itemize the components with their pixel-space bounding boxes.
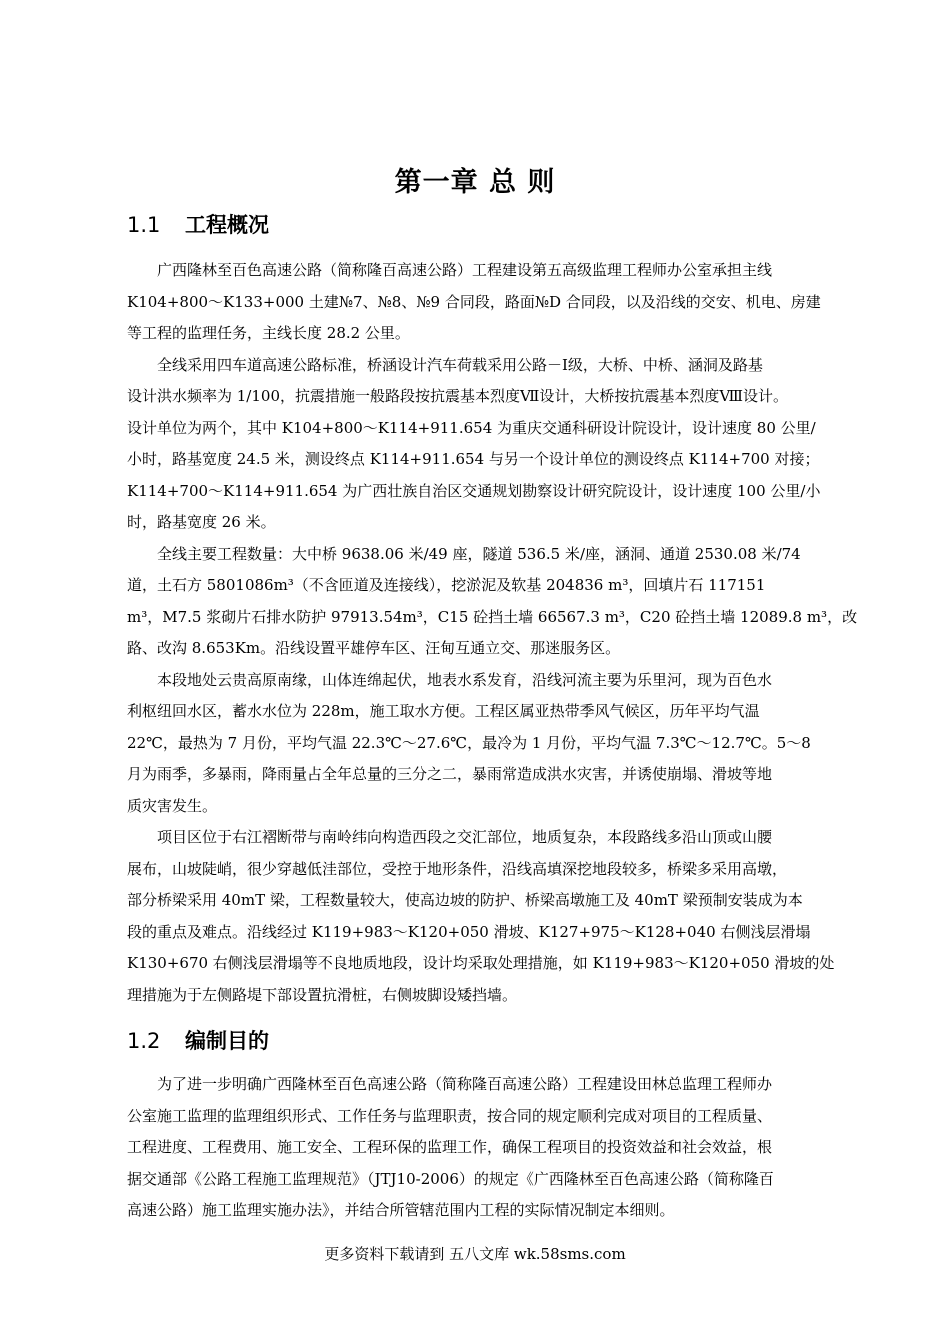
text-line: 全线采用四车道高速公路标准，桥涵设计汽车荷载采用公路－Ⅰ级，大桥、中桥、涵洞及路基 (127, 355, 763, 374)
text-line: m³，M7.5 浆砌片石排水防护 97913.54m³，C15 砼挡土墙 66567.3 m³，C20 砼挡土墙 12089.8 m³，改 (127, 607, 858, 626)
text-line: K104+800～K133+000 土建№7、№8、№9 合同段，路面№D 合同段，以及沿线的交安、机电、房建 (127, 292, 821, 311)
text-line: 本段地处云贵高原南缘，山体连绵起伏，地表水系发育，沿线河流主要为乐里河，现为百色水 (127, 670, 773, 689)
text-line: 高速公路）施工监理实施办法》，并结合所管辖范围内工程的实际情况制定本细则。 (127, 1201, 675, 1219)
text-line: 展布，山坡陡峭，很少穿越低洼部位，受控于地形条件，沿线高填深挖地段较多，桥梁多采用高墩， (127, 859, 788, 878)
section-title: 编制目的 (185, 1029, 269, 1053)
text-line: 部分桥梁采用 40mT 梁，工程数量较大，使高边坡的防护、桥梁高墩施工及 40mT 梁预制安装成为本 (127, 891, 803, 909)
text-line: 为了进一步明确广西隆林至百色高速公路（简称隆百高速公路）工程建设田林总监理工程师办 (127, 1075, 773, 1093)
chapter-title: 第一章 总 则 (394, 167, 556, 198)
text-line: 道，土石方 5801086m³（不含匝道及连接线），挖淤泥及软基 204836 m³，回填片石 117151 (127, 576, 766, 594)
text-line: 公室施工监理的监理组织形式、工作任务与监理职责，按合同的规定顺利完成对项目的工程质量、 (127, 1106, 773, 1125)
section-body-1-2 (127, 1069, 853, 1227)
section-heading-1-1 (127, 209, 269, 239)
section-heading-1-2 (127, 1025, 269, 1055)
section-body-1-1 (127, 255, 858, 1011)
text-line: 段的重点及难点。沿线经过 K119+983～K120+050 滑坡、K127+975～K128+040 右侧浅层滑塌 (127, 922, 811, 941)
text-line: 广西隆林至百色高速公路（简称隆百高速公路）工程建设第五高级监理工程师办公室承担主线 (127, 261, 773, 279)
text-line: 路、改沟 8.653Km。沿线设置平雄停车区、汪甸互通立交、那迷服务区。 (127, 639, 621, 657)
text-line: 利枢纽回水区，蓄水水位为 228m，施工取水方便。工程区属亚热带季风气候区，历年平均气温 (127, 702, 760, 720)
footer-text: 更多资料下载请到 五八文库 wk.58sms.com (324, 1245, 626, 1263)
text-line: 设计洪水频率为 1/100，抗震措施一般路段按抗震基本烈度Ⅶ设计，大桥按抗震基本烈度Ⅷ设计。 (127, 387, 788, 405)
text-line: 小时，路基宽度 24.5 米，测设终点 K114+911.654 与另一个设计单位的测设终点 K114+700 对接； (127, 450, 820, 468)
text-line: 据交通部《公路工程施工监理规范》（JTJ10-2006）的规定《广西隆林至百色高速公路（简称隆百 (127, 1169, 774, 1188)
text-line: 全线主要工程数量：大中桥 9638.06 米/49 座，隧道 536.5 米/座，涵洞、通道 2530.08 米/74 (127, 544, 801, 563)
text-line: 月为雨季，多暴雨，降雨量占全年总量的三分之二，暴雨常造成洪水灾害，并诱使崩塌、滑坡等地 (127, 765, 773, 783)
text-line: 22℃，最热为 7 月份，平均气温 22.3℃～27.6℃，最冷为 1 月份，平均气温 7.3℃～12.7℃。5～8 (127, 733, 811, 752)
text-line: 等工程的监理任务，主线长度 28.2 公里。 (127, 324, 410, 342)
text-line: 设计单位为两个，其中 K104+800～K114+911.654 为重庆交通科研设计院设计，设计速度 80 公里/ (127, 418, 816, 437)
text-line: 理措施为于左侧路堤下部设置抗滑桩，右侧坡脚设矮挡墙。 (127, 985, 518, 1004)
section-number: 1.2 (127, 1029, 161, 1053)
text-line: K130+670 右侧浅层滑塌等不良地质地段，设计均采取处理措施，如 K119+983～K120+050 滑坡的处 (127, 954, 835, 972)
text-line: 工程进度、工程费用、施工安全、工程环保的监理工作，确保工程项目的投资效益和社会效益，根 (127, 1138, 773, 1156)
section-title: 工程概况 (185, 213, 269, 237)
text-line: 项目区位于右江褶断带与南岭纬向构造西段之交汇部位，地质复杂，本段路线多沿山顶或山腰 (127, 828, 773, 846)
text-line: 时，路基宽度 26 米。 (127, 513, 276, 531)
text-line: K114+700～K114+911.654 为广西壮族自治区交通规划勘察设计研究院设计，设计速度 100 公里/小 (127, 481, 821, 500)
section-number: 1.1 (127, 213, 161, 237)
text-line: 质灾害发生。 (127, 796, 218, 815)
